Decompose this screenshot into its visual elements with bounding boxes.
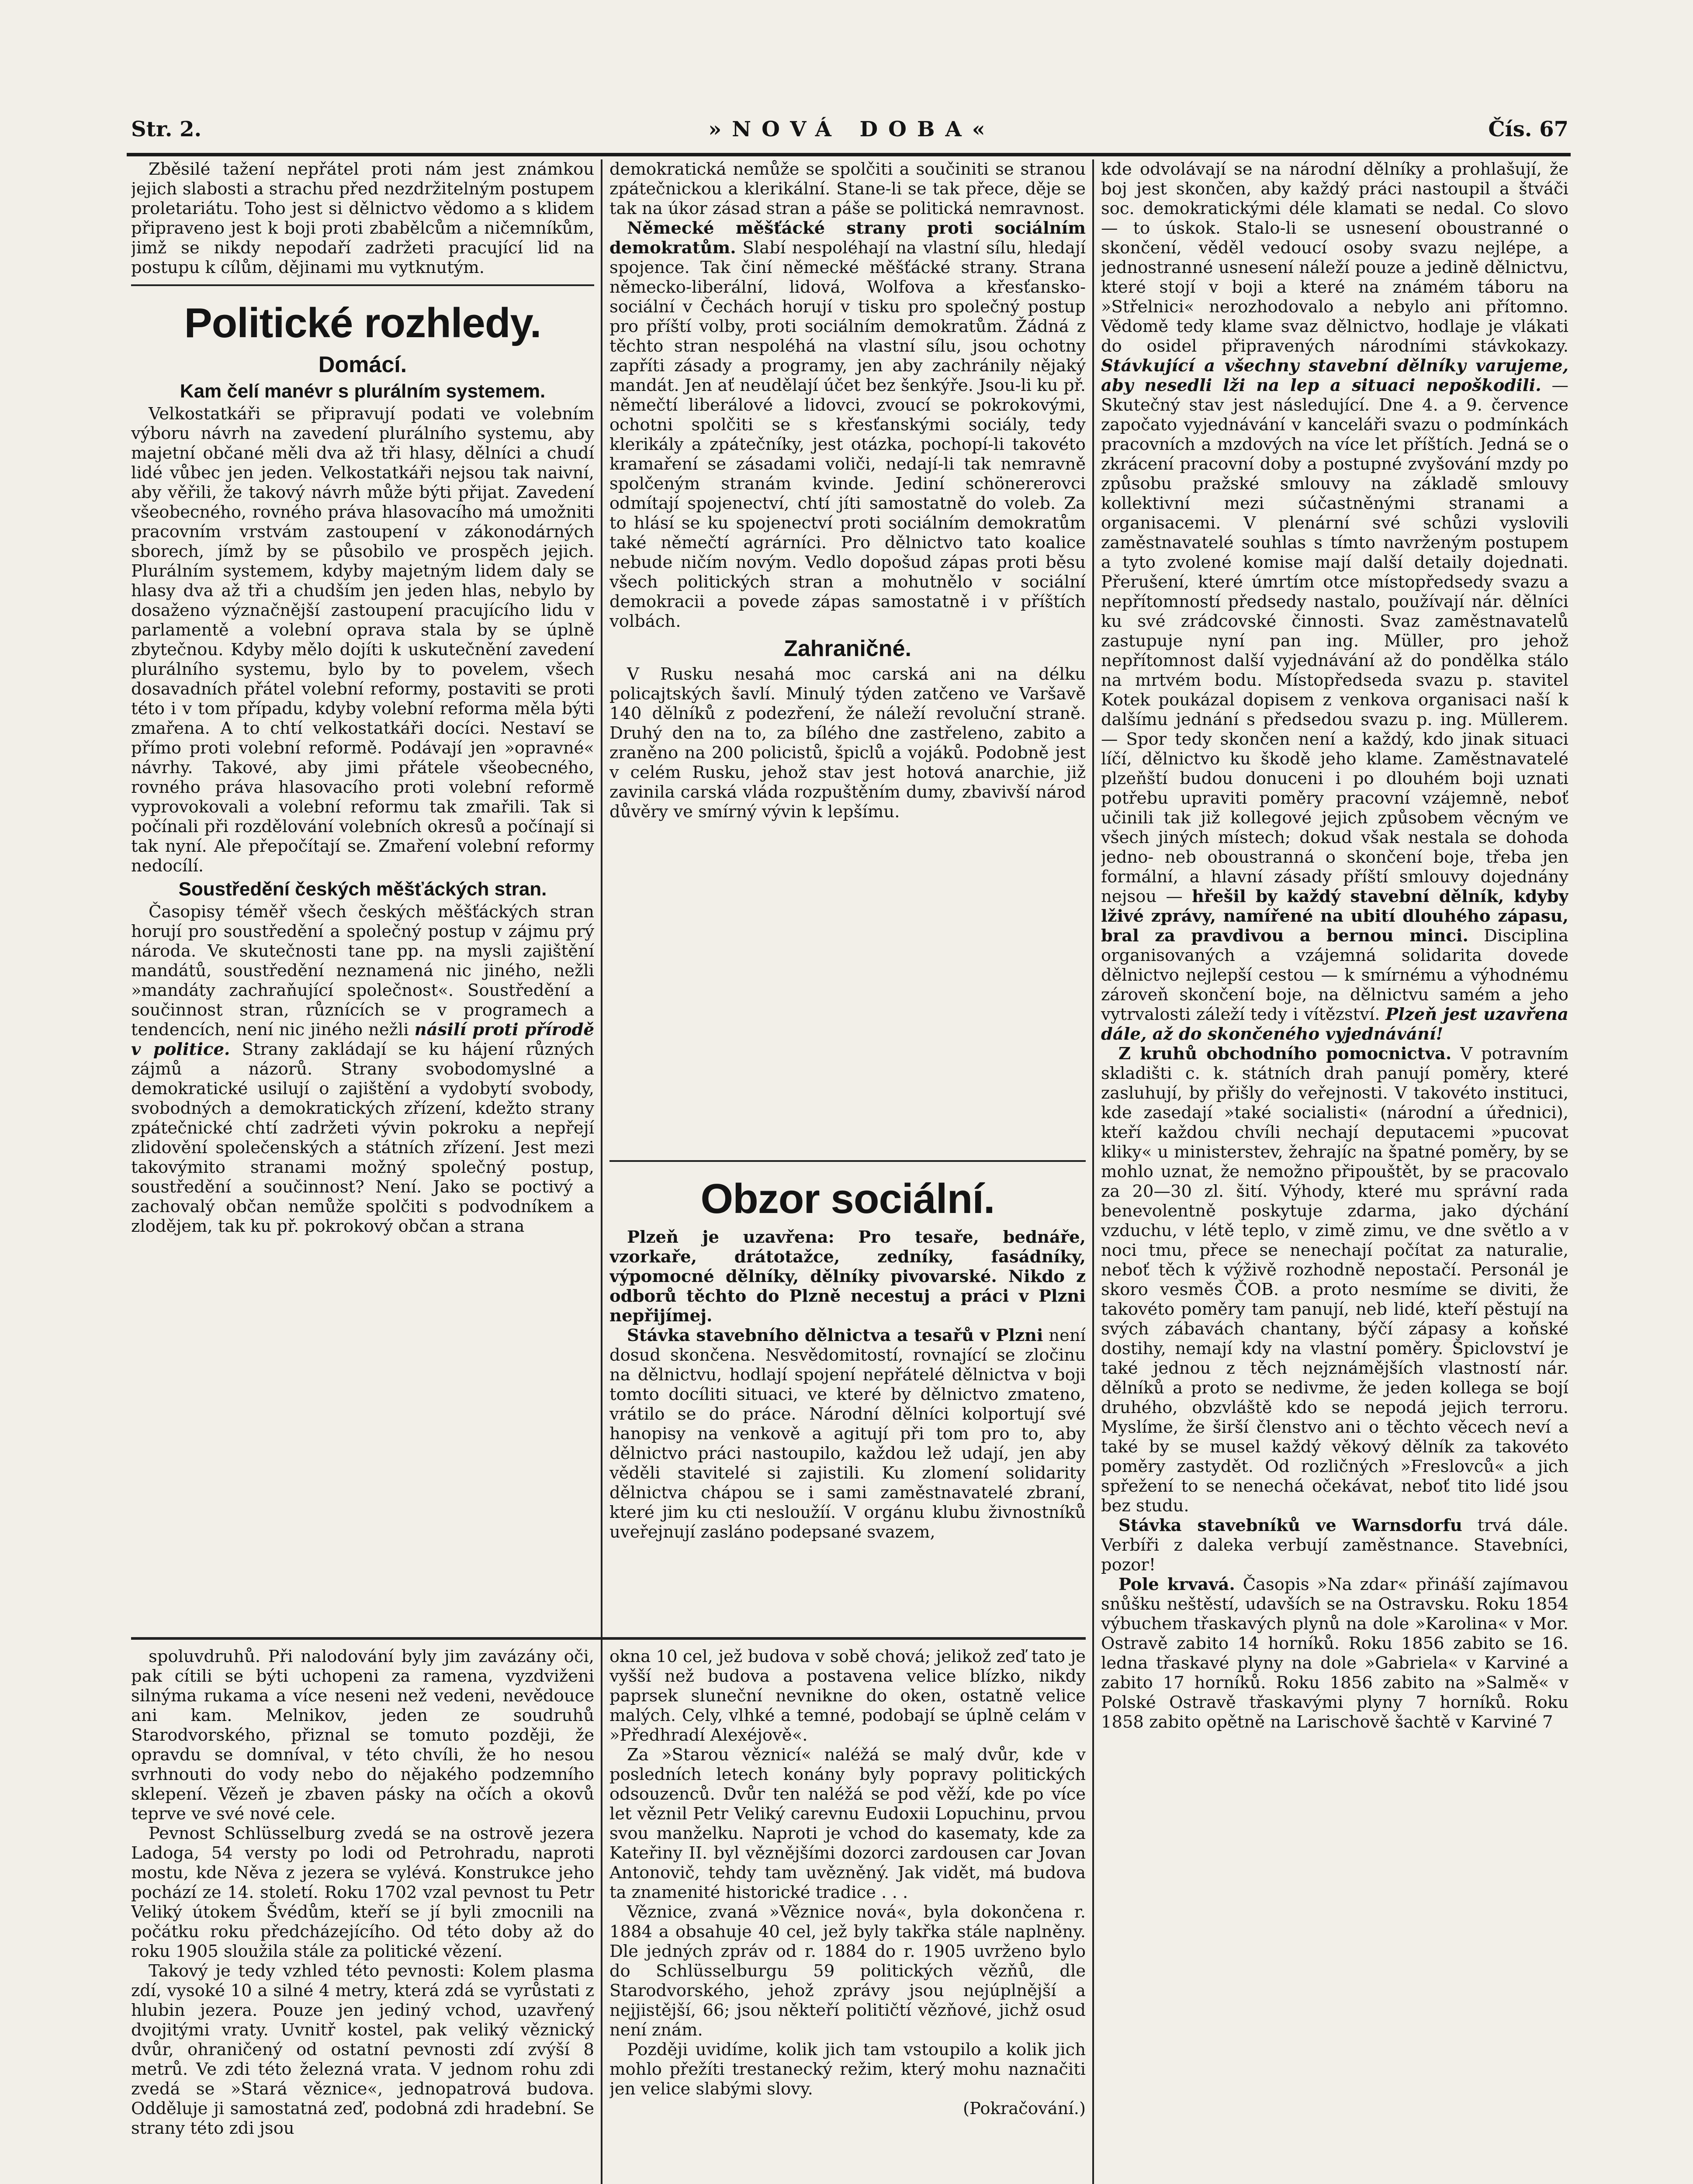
column-3: kde odvolávají se na národní dělníky a prohlašují, že boj jest skončen, aby každý práci nastoupil a štváči soc. demokratickými déle klamati se nedal. Co slovo — to úskok. Stalo-li se usnesení oboustranné o skončení, věděl vedoucí osoby svazu nejlépe, a jednostranné usnesení náleží pouze a jedině dělnictvu, které stojí v boji a které na známém táboru na »Střelnici« nerozhodovalo a nebylo ani přítomno. Vědomě tedy klame svaz dělnictvo, hodlaje je vlákati do osidel připravených národními stávkokazy. Stávkující a všechny stavební dělníky varujeme, aby nesedli lži na lep a situaci nepoškodili. — Skutečný stav jest následující. Dne 4. a 9. července započato vyjednávání v kanceláři svazu o podmínkách pracovních a mzdových na více let příštích. Jedná se o zkrácení pracovní doby a postupné zvyšování mzdy po způsobu pražské smlouvy na základě smlouvy kollektivní mezi súčastněnými stranami a organisacemi. V plenární své schůzi vyslovili zaměstnavatelé souhlas s tímto navrženým postupem a tyto zvolené komise mají další detaily dojednati. Přerušení, které úmrtím otce místopředsedy svazu a nepřítomností předsedy nastalo, používají nár. dělníci ku své zrádcovské činnosti. Svaz zaměstnavatelů zastupuje nyní pan ing. Müller, pro jehož nepřítomnost další vyjednávání až do pondělka stálo na mrtvém bodu. Místopředseda svazu p. stavitel Kotek poukázal dopisem z venkova organisaci naší k dalšímu jednání s předsedou svazu p. ing. Müllerem. — Spor tedy skončen není a každý, kdo jinak situaci líčí, dělnictvo ku škodě jeho klame. Zaměstnavatelé plzeňští budou donuceni i po dlouhém boji uznati potřebu upraviti poměry pracovní vzájemně, neboť učinili tak již kollegové jejich způsobem věcným ve všech jiných místech; dokud však nestala se dohoda jedno- neb oboustranná o skončení boje, třeba jen formální, a hlavní zásady příští smlouvy dojednány nejsou — hřešil by každý stavební dělník, kdyby lživé zprávy, namířené na ubití dlouhého zápasu, bral za pravdivou a bernou minci. Disciplina organisovaných a vzájemná solidarita dovede dělnictvo nejlepší cestou — k smírnému a výhodnému zároveň skončení boje, na dělnictvu samém a jeho vytrvalosti záleží tedy i vítězství. Plzeň jest uzavřena dále, až do skončeného vyjednávání! Z kruhů obchodního pomocnictva. V potravním skladišti c. k. státních drah panují poměry, které zasluhují, by přišly do veřejnosti. V takovéto instituci, kde zasedají »také socialisti« (národní a úřednici), kteří každou chvíli nechají deputacemi »pucovat kliky« u ministerstev, žehrajíc na špatné poměry, by se mohlo uznat, že nemožno připouštět, by se pracovalo za 20—30 zl. šití. Výhody, které mu správní rada benevolentně poskytuje zdarma, jako dýchání vzduchu, v létě teplo, v zimě zimu, ve dne světlo a v noci tmu, přece se nenechají počítat za naturalie, neboť těch k výživě rozhodně nepostačí. Personál je skoro vesměs ČOB. a proto nesmíme se diviti, že takovéto poměry tam panují, neb lidé, kteří pěstují na svých zábavách chantany, býčí zápasy a koňské dostihy, nemají kdy na vlastní poměry. Špiclovství je také jednou z těch nejznámějších vlastností nár. dělníků a proto se nedivme, že jeden kollega se bojí druhého, obzvláště kdo se nepodá jejich terroru. Myslíme, že širší členstvo ani o těchto věcech neví a také by se musel každý věkový dělník za takovéto poměry zastydět. Od rozličných »Freslovců« a jich spřežení to se nenechá očekávat, neboť tito lidé jsou bez studu. Stávka stavebníků ve Warnsdorfu trvá dále. Verbíři z daleka verbují zaměstnance. Stavebníci, pozor! Pole krvavá. Časopis »Na zdar« přináší zajímavou snůšku neštěstí, udavších se na Ostravsku. Roku 1854 výbuchem třaskavých plynů na dole »Karolina« v Mor. Ostravě zabito 14 horníků. Roku 1856 zabito se 16. ledna třaskavé plyny na dole »Gabriela« v Karviné a zabito 17 horníků. Roku 1856 zabito na »Salmě« v Polské Ostravě třaskavými plyny 7 horníků. Roku 1858 zabito opětně na Larischově šachtě v Karviné 7 (1101, 159, 1568, 1732)
strike-warning: Stávkující a všechny stavební dělníky varujeme, aby nesedli lži na lep a situaci nepoškodili. (1101, 356, 1568, 395)
masthead-title: »NOVÁ DOBA« (708, 117, 996, 142)
article-german-title: Německé měšťácké strany proti sociálním demokratům. (609, 218, 1086, 258)
clerks-title: Z kruhů obchodního pomocnictva. (1118, 1044, 1452, 1064)
subsection-foreign: Zahraničné. (784, 636, 911, 661)
feuilleton-column-1 (131, 1647, 594, 2184)
emphasis-italic: násilí proti přírodě v politice. (131, 1020, 594, 1059)
strike-continuation: kde odvolávají se na národní dělníky a prohlašují, že boj jest skončen, aby každý práci nastoupil a štváči soc. demokratickými déle klamati se nedal. Co slovo — to úskok. Stalo-li se usnesení oboustranné o skončení, věděl vedoucí osoby svazu nejlépe, a jednostranné usnesení náleží pouze a jedině dělnictvu, které stojí v boji a které na známém táboru na »Střelnici« nerozhodovalo a nebylo ani přítomno. Vědomě tedy klame svaz dělnictvo, hodlaje je vlákati do osidel připravených národními stávkokazy. (1101, 159, 1568, 356)
intro-paragraph: Zběsilé tažení nepřátel proti nám jest známkou jejich slabosti a strachu před nezdržitelným postupem proletariátu. Toho jest si dělnictvo vědomo a s klidem připraveno jest k boji proti zbabělcům a ničemníkům, jimž se nikdy nepodaří zadržeti pracující lid na postupu k cílům, dějinami mu vytknutým. (131, 159, 594, 277)
column-2-social (609, 1153, 1086, 1616)
feuilleton-paragraph: Věznice, zvaná »Věznice nová«, byla dokončena r. 1884 a obsahuje 40 cel, jež byly takřka stále naplněny. Dle jedných zpráv od r. 1884 do r. 1905 uvrženo bylo do Schlüsselburgu 59 politických vězňů, dle Starodvorského, jehož zprávy jsou nejúplnější a nejjistější, 66; jsou někteří političtí vězňové, jichž osud není znám. (609, 1902, 1086, 2040)
article-concentration-body: Časopisy téměř všech českých měšťáckých stran horují pro soustředění a společný postup v zájmu prý národa. Ve skutečnosti tane pp. na mysli zajištění mandátů, soustředění neznamená nic jiného, nežli »mandáty zachraňující společnost«. Soustředění a součinnost stran, různících se v programech a tendencích, není nic jiného nežli násilí proti přírodě v politice. Strany zakládají se ku hájení různých zájmů a názorů. Strany svobodomyslné a demokratické usilují o zajištění a vydobytí svobody, svobodných a demokratických zřízení, kdežto strany zpátečnické chtí zadržeti vývin pokroku a nepřejí zlidovění společenských a státních zřízení. Jest mezi takovýmito stranami možný společný postup, soustředění a součinnost? Není. Jako se poctivý a zachovalý občan nemůže spolčiti s podvodníkem a zlodějem, tak ku př. pokrokový občan a strana (131, 902, 594, 1236)
bloody-fields-article: Pole krvavá. Časopis »Na zdar« přináší zajímavou snůšku neštěstí, udavších se na Ostravsku. Roku 1854 výbuchem třaskavých plynů na dole »Karolina« v Mor. Ostravě zabito 14 horníků. Roku 1856 zabito se 16. ledna třaskavé plyny na dole »Gabriela« v Karviné a zabito 17 horníků. Roku 1856 zabito na »Salmě« v Polské Ostravě třaskavými plyny 7 horníků. Roku 1858 zabito opětně na Larischově šachtě v Karviné 7 (1101, 1575, 1568, 1732)
foreign-russia-paragraph: V Rusku nesahá moc carská ani na délku policajtských šavlí. Minulý týden zatčeno ve Varšavě 140 dělníků z podezření, že náleží revoluční straně. Druhý den na to, za bílého dne zastřeleno, zabito a zraněno na 200 policistů, špiclů a vojáků. Podobně jest v celém Rusku, jehož stav jest hotová anarchie, již zavinila carská vláda rozpuštěním dumy, zbavivší národ důvěry ve smírný vývin k lepšímu. (609, 664, 1086, 822)
clerks-article: Z kruhů obchodního pomocnictva. V potravním skladišti c. k. státních drah panují poměry, které zasluhují, by přišly do veřejnosti. V takovéto instituci, kde zasedají »také socialisti« (národní a úřednici), kteří každou chvíli nechají deputacemi »pucovat kliky« u ministerstev, žehrajíc na špatné poměry, by se mohlo uznat, že nemožno připouštět, by se pracovalo za 20—30 zl. šití. Výhody, které mu správní rada benevolentně poskytuje zdarma, jako dýchání vzduchu, v létě teplo, v zimě zimu, ve dne světlo a v noci tmu, přece se nenechají počítat za naturalie, neboť těch k výživě rozhodně nepostačí. Personál je skoro vesměs ČOB. a proto nesmíme se diviti, že takovéto poměry tam panují, neb lidé, kteří pěstují na svých zábavách chantany, býčí zápasy a koňské dostihy, nemají kdy na vlastní poměry. Špiclovství je také jednou z těch nejznámějších vlastností nár. dělníků a proto se nedivme, že jeden kollega se bojí druhého, obzvláště kdo se nepodá jejich terroru. Myslíme, že širší členstvo ani o těchto věcech neví a také by se musel každý věkový dělník za takovéto poměry zastydět. Od rozličných »Freslovců« a jich spřežení to se nenechá očekávat, neboť tito lidé jsou bez studu. (1101, 1044, 1568, 1516)
strike-article: Stávka stavebního dělnictva a tesařů v Plzni není dosud skončena. Nesvědomitostí, rovnající se zločinu na dělnictvu, hodlají spojení nepřátelé dělnictva v boji tomto docíliti situaci, ve které by dělnictvo zmateno, vrátilo se do práce. Národní dělníci kolportují své hanopisy na venkově a agitují při tom pro to, aby dělnictvo práci nastoupilo, každou lež udají, jen aby věděli stavitelé si zajistili. Ku zlomení solidarity dělnictva chápou se i sami zaměstnavatelé zbraní, které jim ku cti nesloužíí. V orgánu klubu živnostníků uveřejnují zasláno podepsané svazem, (609, 1326, 1086, 1542)
feuilleton-paragraph: spoluvdruhů. Při nalodování byly jim zavázány oči, pak cítili se býti uchopeni za ramena, vyzdviženi silnýma rukama a více neseni než vedeni, nevědouce ani kam. Melnikov, jeden ze soudruhů Starodvorského, přiznal se tomuto později, že opravdu se domníval, v této chvíli, že ho nesou svrhnouti do vody nebo do nějakého podzemního sklepení. Vězeň je zbaven pásky na očích a okovů teprve ve své nové cele. (131, 1647, 594, 1824)
feuilleton-column-2 (609, 1647, 1086, 2184)
article-plural-body: Velkostatkáři se připravují podati ve volebním výboru návrh na zavedení plurálního systemu, aby majetní občané měli dva až tři hlasy, dělníci a chudí lidé vůbec jen jeden. Velkostatkáři nejsou tak naivní, aby věřili, že takový návrh může býti přijat. Zavedení všeobecného, rovného práva hlasovacího má umožniti pracovním vrstvám zastoupení v zákonodárných sborech, jímž by se působilo ve prospěch jejich. Plurálním systemem, kdyby majetným lidem daly se hlasy dva až tři a chudším jen jeden hlas, nebylo by dosaženo význačnější zastoupení pracujícího lidu v parlamentě a volební oprava stala by se úplně zbytečnou. Kdyby mělo dojíti k uskutečnění zavedení plurálního systemu, bylo by to povelem, všech dosavadních přátel volební reformy, postaviti se proti této i v tom případu, kdyby volební reforma měla býti zmařena. A to chtí velkostatkáři docíci. Nestaví se přímo proti volební reformě. Podávají jen »opravné« návrhy. Takové, aby jimi přátele všeobecného, rovného práva hlasovacího proti volební reformě vyprovokovali a volební reformu tak zmařili. Tak si počínali při rozdělování volebních okresů a počínají si tak nyní. Ale přepočítají se. Zmaření volební reformy nedocílí. (131, 404, 594, 876)
column-1 (131, 159, 594, 1636)
issue-number: Čís. 67 (1488, 117, 1568, 142)
strike-closing: Plzeň jest uzavřena dále, až do skončeného vyjednávání! (1101, 1005, 1568, 1044)
strike-bold-claim: hřešil by každý stavební dělník, kdyby lživé zprávy, namířené na ubití dlouhého zápasu, bral za pravdivou a bernou minci. (1101, 887, 1568, 946)
continuation-paragraph: demokratická nemůže se spolčiti a součiniti se stranou zpátečnickou a klerikální. Stane-li se tak přece, děje se tak na úkor zásad stran a páše se politická nemravnost. (609, 159, 1086, 218)
feuilleton-paragraph: okna 10 cel, jež budova v sobě chová; jelikož zeď tato je vyšší než budova a postavena velice blízko, nikdy paprsek sluneční nevnikne do oken, ostatně velice malých. Cely, vlhké a temné, podobají se úplně celám v »Předhradí Alexéjově«. (609, 1647, 1086, 1745)
page-number: Str. 2. (131, 117, 202, 142)
page-header (131, 108, 1568, 152)
subsection-domestic: Domácí. (318, 352, 407, 377)
divider (131, 284, 594, 286)
strike-notice: Plzeň je uzavřena: Pro tesaře, bednáře, vzorkaře, drátotažce, zedníky, fasádníky, výpomocné dělníky, dělníky pivovarské. Nikdo z odborů těchto do Plzně necestuj a práci v Plzni nepřijímej. (609, 1227, 1086, 1326)
article-concentration-title: Soustředění českých měšťáckých stran. (178, 878, 547, 900)
section-title-social: Obzor sociální. (700, 1175, 995, 1222)
strike-title: Stávka stavebního dělnictva a tesařů v Plzni (627, 1326, 1043, 1345)
column-rule (1092, 159, 1094, 2184)
column-rule (601, 159, 602, 2184)
column-2 (609, 159, 1086, 1221)
feuilleton-paragraph: Pevnost Schlüsselburg zvedá se na ostrově jezera Ladoga, 54 versty po lodi od Petrohradu, naproti mostu, kde Něva z jezera se vylévá. Konstrukce jeho pochází ze 14. století. Roku 1702 vzal pevnost tu Petr Veliký útokem Švédům, kteří se jí byli zmocnili na počátku roku předcházejícího. Od této doby až do roku 1905 sloužila stále za politické vězení. (131, 1824, 594, 1961)
feuilleton-paragraph: Za »Starou věznicí« naléžá se malý dvůr, kde v posledních letech konány byly popravy politických odsouzenců. Dvůr ten naléžá se pod věží, kde po více let věznil Petr Veliký carevnu Eudoxii Lopuchinu, prvou svou manželku. Naproti je vchod do kasematy, kde za Kateřiny II. byl věznějšími dozorci zardousen car Jovan Antonovič, tehdy tam uvězněný. Jak vidět, má budova ta znamenité historické tradice . . . (609, 1745, 1086, 1902)
feuilleton-rule (131, 1637, 1086, 1640)
feuilleton-paragraph: Takový je tedy vzhled této pevnosti: Kolem plasma zdí, vysoké 10 a silné 4 metry, která zdá se vyrůstati z hlubin jezera. Pouze jen jediný vchod, uzavřený dvojitými vraty. Uvnitř kostel, pak veliký věznický dvůr, ohraničený od ostatní pevnosti zdí zvýší 8 metrů. Ve zdi této železná vrata. V jednom rohu zdi zvedá se »Stará věznice«, jednopatrová budova. Odděluje ji samostatná zeď, podobná zdi hradební. Se strany této zdi jsou (131, 1961, 594, 2138)
warnsdorf-article: Stávka stavebníků ve Warnsdorfu trvá dále. Verbíři z daleka verbují zaměstnance. Stavebníci, pozor! (1101, 1516, 1568, 1575)
article-german-parties: Německé měšťácké strany proti sociálním demokratům. Slabí nespoléhají na vlastní sílu, hledají spojence. Tak činí německé měšťácké strany. Strana německo-liberální, lidová, Wolfova a křesťansko-sociální v Čechách horují v tisku pro společný postup pro příští volby, proti sociálním demokratům. Žádná z těchto stran nespoléhá na vlastní sílu, jsou ochotny zapříti zásady a programy, jen aby zachránily nějaký mandát. Jen ať neudělají účet bez šenkýře. Jsou-li ku př. němečtí liberálové a lidovci, zvoucí se pokrokovými, ochotni spolčiti se s křesťanskými sociály, tedy klerikály a zpátečníky, jest otázka, pochopí-li takovéto kramaření se zásadami voliči, nedají-li tak nemravně spolčeným stranám kvinde. Jediní schönererovci odmítají spojenectví, chtí jíti samostatně do voleb. Za to hlásí se ku spojenectví proti sociálním demokratům také němečtí agrárníci. Pro dělnictvo tato koalice nebude ničím novým. Vedlo dopošud zápas proti běsu všech politických stran a mohutnělo v sociální demokracii a povede zápas samostatně i v příštích volbách. (609, 218, 1086, 631)
bloody-fields-title: Pole krvavá. (1118, 1575, 1235, 1594)
warnsdorf-title: Stávka stavebníků ve Warnsdorfu (1118, 1516, 1462, 1535)
feuilleton-paragraph: Později uvidíme, kolik jich tam vstoupilo a kolik jich mohlo přežíti trestanecký režim, který mohu naznačiti jen velice slabými slovy. (609, 2040, 1086, 2099)
divider (609, 1160, 1086, 1162)
header-rule (127, 153, 1571, 156)
continued-note: (Pokračování.) (962, 2099, 1086, 2118)
section-title-politics: Politické rozhledy. (184, 300, 541, 346)
article-plural-title: Kam čelí manévr s plurálním systemem. (180, 380, 546, 402)
